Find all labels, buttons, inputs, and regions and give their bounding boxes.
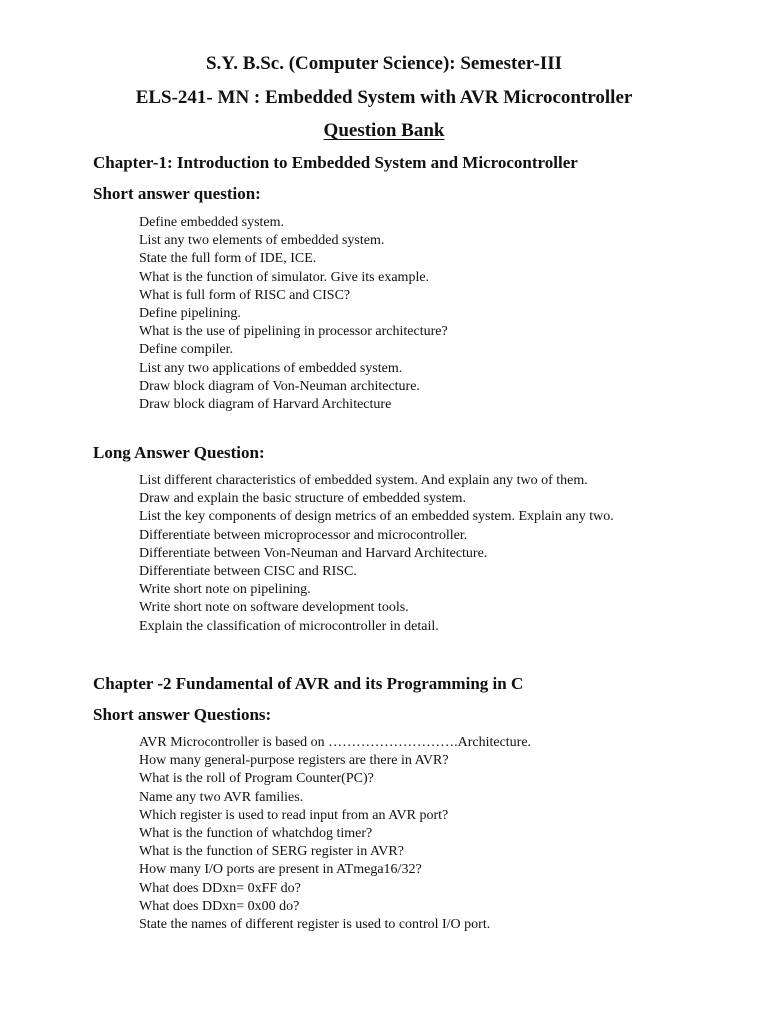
chapter-2-short-heading: Short answer Questions: bbox=[93, 705, 272, 724]
question-text: What is the function of simulator. Give its example. bbox=[139, 269, 430, 285]
question-text: What is the function of whatchdog timer? bbox=[139, 825, 373, 841]
question-text: List different characteristics of embedded system. And explain any two of them. bbox=[139, 473, 588, 488]
question-text: Explain the classification of microcontroller in detail. bbox=[139, 618, 439, 634]
question-text: What is the function of SERG register in AVR? bbox=[139, 844, 404, 860]
question-text: Name any two AVR families. bbox=[139, 789, 304, 805]
question-text: What does DDxn= 0xFF do? bbox=[139, 880, 301, 896]
question-text: State the full form of IDE, ICE. bbox=[139, 251, 317, 267]
question-text: List any two elements of embedded system. bbox=[139, 233, 385, 249]
question-text: Define compiler. bbox=[139, 342, 234, 358]
question-text: How many general-purpose registers are there in AVR? bbox=[139, 753, 449, 769]
question-text: Draw and explain the basic structure of embedded system. bbox=[139, 491, 466, 507]
chapter-2-title: Chapter -2 Fundamental of AVR and its Programming in C bbox=[93, 674, 524, 693]
question-text: List any two applications of embedded system. bbox=[139, 360, 403, 376]
question-text: What does DDxn= 0x00 do? bbox=[139, 898, 300, 914]
question-text: List the key components of design metrics of an embedded system. Explain any two. bbox=[139, 509, 614, 525]
question-text: Define pipelining. bbox=[139, 305, 241, 321]
question-bank-title: Question Bank bbox=[323, 120, 445, 141]
question-text: AVR Microcontroller is based on ……………………….Architecture. bbox=[139, 735, 532, 750]
question-text: Write short note on pipelining. bbox=[139, 582, 311, 598]
question-text: State the names of different register is used to control I/O port. bbox=[139, 916, 491, 932]
question-text: Write short note on software development tools. bbox=[139, 600, 409, 616]
question-text: Differentiate between Von-Neuman and Harvard Architecture. bbox=[139, 545, 488, 561]
question-text: Define embedded system. bbox=[139, 215, 285, 230]
chapter-1-title: Chapter-1: Introduction to Embedded System and Microcontroller bbox=[93, 153, 578, 172]
question-text: Draw block diagram of Von-Neuman architecture. bbox=[139, 378, 420, 394]
question-text: How many I/O ports are present in ATmega16/32? bbox=[139, 862, 422, 878]
question-text: What is the roll of Program Counter(PC)? bbox=[139, 771, 374, 787]
question-text: Differentiate between CISC and RISC. bbox=[139, 563, 357, 579]
question-text: Draw block diagram of Harvard Architecture bbox=[139, 396, 392, 412]
chapter-1-short-heading: Short answer question: bbox=[93, 184, 261, 203]
question-text: Which register is used to read input from an AVR port? bbox=[139, 807, 449, 823]
question-text: Differentiate between microprocessor and microcontroller. bbox=[139, 527, 468, 543]
question-text: What is the use of pipelining in processor architecture? bbox=[139, 324, 448, 340]
question-text: What is full form of RISC and CISC? bbox=[139, 287, 351, 303]
course-title: S.Y. B.Sc. (Computer Science): Semester-III bbox=[205, 53, 563, 74]
chapter-1-long-heading: Long Answer Question: bbox=[93, 443, 265, 462]
subject-title: ELS-241- MN : Embedded System with AVR Microcontroller bbox=[135, 87, 633, 108]
